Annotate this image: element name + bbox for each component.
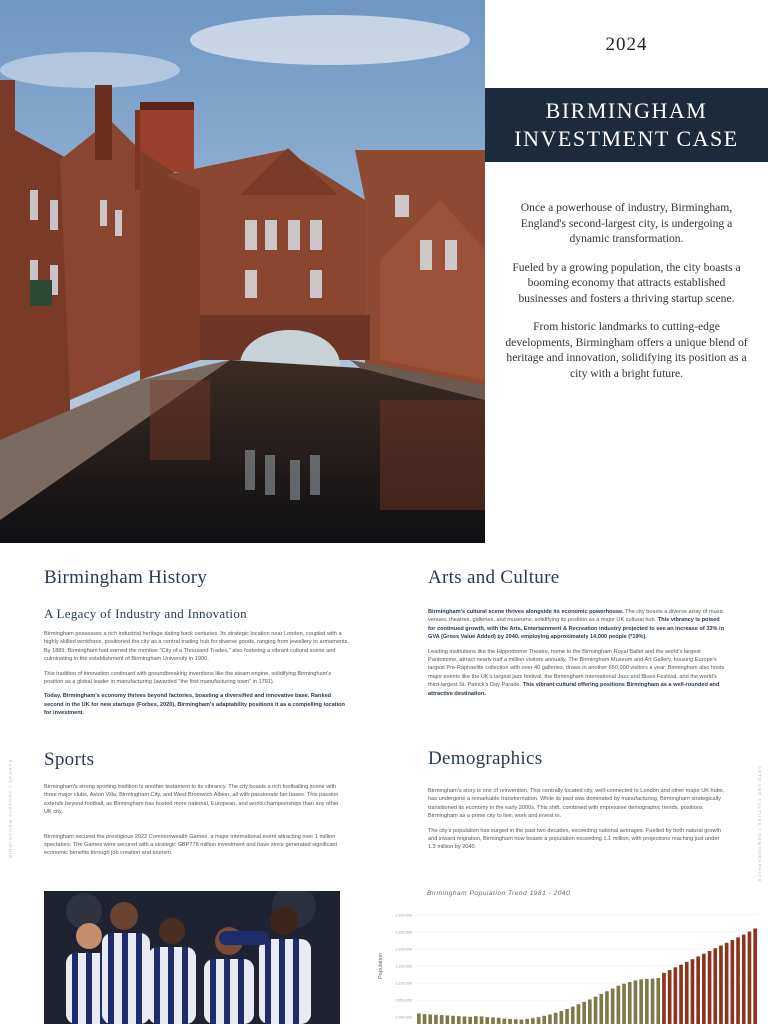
chart-bar-projected [736,937,740,1024]
sports-paragraph: Birmingham secured the prestigious 2022 Commonwealth Games, a major international event attracting over 1 million spectators. The Games were secured with a strategic GBP778 million investment and have since generated significant economic benefits through job creation and tourism. [44,833,338,857]
chart-y-tick-label: 1,100,000 [395,981,412,986]
chart-bar-historic [428,1014,432,1024]
chart-y-tick-label: 1,050,000 [395,998,412,1003]
chart-title: Birmingham Population Trend 1981 - 2040 [427,890,571,897]
chart-bar-historic [560,1011,564,1024]
chart-bar-historic [503,1019,507,1024]
chart-bar-historic [457,1016,461,1024]
intro-paragraph: Once a powerhouse of industry, Birmingham, England's second-largest city, is undergoing a dynamic transformation. [520,201,733,245]
chart-bar-projected [702,954,706,1024]
report-year: 2024 [605,34,648,55]
chart-bar-historic [542,1016,546,1024]
chart-bar-historic [605,991,609,1024]
side-label-left: BIRMINGHAM HISTORY / SPORTS [8,758,13,858]
chart-bar-historic [525,1019,529,1024]
chart-bar-historic [628,982,632,1024]
chart-bar-historic [531,1018,535,1024]
chart-bar-projected [731,940,735,1024]
report-title-line1: BIRMINGHAM [545,98,708,123]
chart-bar-historic [468,1017,472,1024]
chart-y-tick-label: 1,000,000 [395,1015,412,1020]
history-paragraph: This tradition of innovation continued with groundbreaking inventions like the steam engine, solidifying Birmingham's position as a global leader in manufacturing (awarded "the first manufacturing town" in 1791). [44,670,332,686]
report-title-banner [485,88,768,162]
chart-y-tick-label: 1,200,000 [395,947,412,952]
intro-paragraph: From historic landmarks to cutting-edge developments, Birmingham offers a unique blend of heritage and innovation, solidifying its position as a city with a bright future. [505,320,748,380]
chart-bar-historic [417,1013,421,1024]
chart-bar-historic [588,999,592,1024]
chart-bar-projected [748,932,752,1024]
chart-bar-projected [719,946,723,1024]
chart-bar-historic [634,980,638,1024]
chart-bar-historic [440,1015,444,1024]
arts-paragraph: Birmingham's cultural scene thrives alongside its economic powerhouse. The city boasts a diverse array of music venues, theatres, galleries, and museums, solidifying its position as a major UK cultural hub. This vibrancy is poised for continued growth, with the Arts, Entertainment & Recreation industry projected to see an increase of 33% in GVA (Gross Value Added) by 2040, employing approximately 14,000 people (*19%). [428,609,724,641]
chart-bar-historic [423,1014,427,1024]
chart-y-tick-label: 1,300,000 [395,913,412,918]
chart-bar-projected [662,973,666,1024]
chart-bar-projected [696,956,700,1024]
chart-bar-historic [514,1019,518,1024]
population-trend-chart [374,884,768,1024]
history-heading: Birmingham History [44,567,208,588]
chart-bar-historic [645,979,649,1024]
chart-bar-historic [565,1009,569,1024]
chart-bar-projected [668,970,672,1024]
sports-heading: Sports [44,749,95,770]
chart-bar-historic [599,994,603,1024]
chart-bar-historic [446,1015,450,1024]
demographics-paragraph: Birmingham's story is one of reinvention. This centrally located city, well-connected to London and other major UK hubs, has undergone a remarkable transformation. While its past was dominated by manufacturing, Birmingham strategically transitioned its economy in the early 2000s. This shift, combined with impressive demographic trends, positions Birmingham as a prime city to live, work and invest in. [428,788,725,820]
chart-y-tick-label: 1,150,000 [395,964,412,969]
chart-y-axis-label: Population [378,953,384,979]
chart-bar-historic [474,1016,478,1024]
chart-y-tick-label: 1,250,000 [395,930,412,935]
sports-body [44,783,344,864]
chart-bar-historic [463,1016,467,1024]
chart-bar-projected [753,928,757,1024]
chart-bar-projected [691,959,695,1024]
chart-bar-historic [491,1018,495,1024]
report-title-line2: INVESTMENT CASE [514,126,739,151]
chart-bar-projected [708,951,712,1024]
sports-paragraph: Birmingham's strong sporting tradition is another testament to its vibrancy. The city boasts a rich footballing scene with three major clubs, Aston Villa, Birmingham City, and West Bromwich Albion, all with passionate fan bases. This passion extends beyond football, as Birmingham has hosted more national, European, and world championships than any other UK city. [44,784,339,816]
chart-bar-projected [742,935,746,1024]
side-label-right: ARTS AND CULTURE / DEMOGRAPHICS [757,766,762,883]
chart-bar-historic [611,989,615,1024]
arts-heading: Arts and Culture [428,567,560,588]
chart-bar-historic [582,1002,586,1024]
chart-bar-historic [639,979,643,1024]
chart-bar-historic [571,1007,575,1024]
chart-bar-projected [685,962,689,1024]
chart-bar-historic [554,1013,558,1024]
intro-text [505,200,748,394]
football-team-photo [44,891,340,1024]
chart-bar-historic [577,1004,581,1024]
chart-bar-projected [725,943,729,1024]
chart-bar-historic [656,978,660,1024]
chart-bar-historic [594,997,598,1024]
intro-paragraph: Fueled by a growing population, the city boasts a booming economy that attracts established businesses and fosters a thriving startup scene. [512,260,741,305]
chart-bar-historic [617,986,621,1024]
demographics-paragraph: The city's population has surged in the past two decades, exceeding national averages. Fuelled by both natural growth and inward migration, Birmingham now boasts a population exceeding 1.1 million, with projections reaching just under 1.3 million by 2040. [428,827,722,851]
history-subheading: A Legacy of Industry and Innovation [44,606,247,621]
chart-bar-historic [520,1020,524,1024]
chart-bar-historic [485,1017,489,1024]
chart-bar-historic [508,1019,512,1024]
chart-bar-historic [537,1017,541,1024]
population-chart-svg [374,884,768,1024]
chart-bar-historic [480,1016,484,1024]
chart-bar-historic [622,984,626,1024]
chart-bar-projected [674,967,678,1024]
chart-bar-historic [434,1015,438,1024]
hero-canal-photo [0,0,485,543]
chart-bar-historic [651,979,655,1024]
chart-bar-historic [451,1016,455,1024]
history-body [44,630,350,724]
history-paragraph: Birmingham possesses a rich industrial heritage dating back centuries. Its strategic location near London, coupled with a highly skilled workforce, positioned the city as a central trading hub for diverse goods, ranging from jewellery to armaments. By 1889, Birmingham had earned the moniker "City of a Thousand Trades," also fostering a vibrant cultural scene and culminating in the establishment of Birmingham University in 1900. [44,631,350,663]
chart-bar-projected [679,965,683,1024]
chart-bar-projected [713,948,717,1024]
chart-bar-historic [548,1014,552,1024]
arts-body [428,608,726,704]
history-paragraph-bold: Today, Birmingham's economy thrives beyond factories, boasting a diversified and innovative base. Ranked second in the UK for new startups (Forbes, 2020), Birmingham's adaptability positions it as a compelling location for investment. [44,693,345,717]
chart-bar-historic [497,1018,501,1024]
arts-paragraph: Leading institutions like the Hippodrome Theatre, home to the Birmingham Royal Ballet and the world's largest Pantomime, attract nearly half a million visitors annually. The Birmingham Museum and Art Gallery, housing Europe's largest Pre-Raphaelite collection with over 40 galleries, draws in another 650,000 visitors a year. Birmingham also hosts major events like the UK's largest jazz festival, the Birmingham International Jazz and Blues Festival, and the world's third-largest St. Patrick's Day Parade. This vibrant cultural offering positions Birmingham as a well-rounded and attractive destination. [428,648,725,697]
demographics-body [428,787,726,858]
demographics-heading: Demographics [428,748,543,769]
